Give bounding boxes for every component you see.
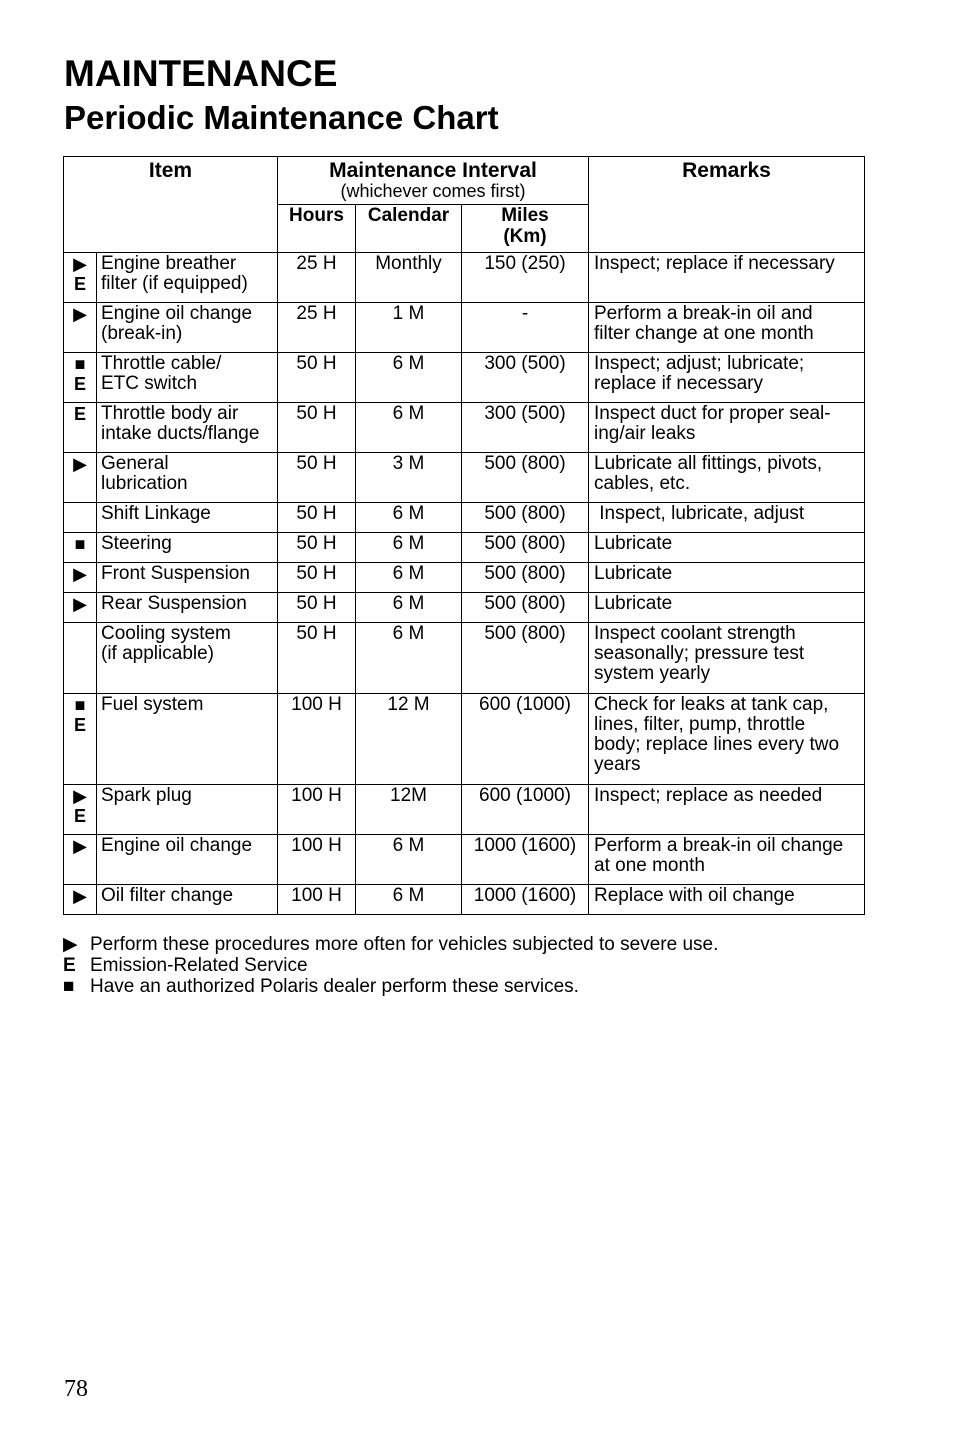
row-hours: 25 H: [278, 303, 356, 353]
row-symbols: ■ E: [64, 353, 97, 403]
row-remarks: Perform a break-in oil change at one month: [589, 835, 865, 885]
table-row: [64, 623, 865, 694]
row-remarks: Inspect; replace as needed: [589, 785, 865, 835]
row-hours: 100 H: [278, 885, 356, 915]
table-row: [64, 694, 865, 785]
legend-text: Perform these procedures more often for vehicles subjected to severe use.: [90, 934, 719, 955]
row-hours: 50 H: [278, 353, 356, 403]
row-hours: 50 H: [278, 533, 356, 563]
row-miles: 500 (800): [462, 623, 589, 694]
row-item: Spark plug: [97, 785, 278, 835]
row-hours: 50 H: [278, 453, 356, 503]
row-item: Shift Linkage: [97, 503, 278, 533]
row-calendar: 6 M: [356, 533, 462, 563]
row-symbols: ▶: [64, 563, 97, 593]
row-symbols: ▶: [64, 593, 97, 623]
row-item: Throttle body air intake ducts/flange: [97, 403, 278, 453]
row-remarks: Check for leaks at tank cap, lines, filter, pump, throttle body; replace lines every two years: [589, 694, 865, 785]
row-item: Engine oil change (break-in): [97, 303, 278, 353]
table-row: [64, 785, 865, 835]
row-hours: 50 H: [278, 623, 356, 694]
row-calendar: 12 M: [356, 694, 462, 785]
legend-item-dealer: [63, 976, 718, 997]
table-row: [64, 885, 865, 915]
row-remarks: Inspect coolant strength seasonally; pressure test system yearly: [589, 623, 865, 694]
row-calendar: 12M: [356, 785, 462, 835]
row-remarks: Lubricate all fittings, pivots, cables, etc.: [589, 453, 865, 503]
row-remarks: Lubricate: [589, 563, 865, 593]
legend-item-emission: [63, 955, 718, 976]
row-symbols: ■ E: [64, 694, 97, 785]
maintenance-table: [63, 156, 865, 915]
row-hours: 100 H: [278, 785, 356, 835]
row-calendar: 6 M: [356, 503, 462, 533]
legend-item-severe-use: [63, 934, 718, 955]
table-row: [64, 563, 865, 593]
legend-text: Have an authorized Polaris dealer perform these services.: [90, 976, 579, 997]
row-hours: 50 H: [278, 563, 356, 593]
row-miles: 500 (800): [462, 563, 589, 593]
row-miles: 500 (800): [462, 503, 589, 533]
row-item: Throttle cable/ ETC switch: [97, 353, 278, 403]
header-calendar: Calendar: [356, 205, 462, 253]
row-hours: 50 H: [278, 503, 356, 533]
square-icon: ■: [63, 976, 75, 997]
row-hours: 25 H: [278, 253, 356, 303]
table-row: [64, 253, 865, 303]
table-row: [64, 453, 865, 503]
row-miles: 150 (250): [462, 253, 589, 303]
emission-e-icon: E: [63, 955, 76, 976]
section-title: MAINTENANCE: [64, 53, 338, 94]
row-item: Rear Suspension: [97, 593, 278, 623]
row-symbols: ■: [64, 533, 97, 563]
row-miles: 500 (800): [462, 533, 589, 563]
header-hours: Hours: [278, 205, 356, 253]
row-remarks: Lubricate: [589, 533, 865, 563]
row-remarks: Inspect; replace if necessary: [589, 253, 865, 303]
table-row: [64, 835, 865, 885]
triangle-icon: ▶: [63, 934, 78, 955]
header-miles: Miles (Km): [462, 205, 589, 253]
header-item: Item: [64, 157, 278, 253]
row-hours: 100 H: [278, 694, 356, 785]
row-item: General lubrication: [97, 453, 278, 503]
row-remarks: Inspect, lubricate, adjust: [589, 503, 865, 533]
row-calendar: 6 M: [356, 623, 462, 694]
row-item: Steering: [97, 533, 278, 563]
table-row: [64, 503, 865, 533]
table-row: [64, 353, 865, 403]
legend-text: Emission-Related Service: [90, 955, 308, 976]
row-calendar: 3 M: [356, 453, 462, 503]
row-remarks: Inspect duct for proper seal- ing/air leaks: [589, 403, 865, 453]
row-remarks: Replace with oil change: [589, 885, 865, 915]
row-item: Engine breather filter (if equipped): [97, 253, 278, 303]
row-miles: -: [462, 303, 589, 353]
row-calendar: 6 M: [356, 835, 462, 885]
row-item: Cooling system (if applicable): [97, 623, 278, 694]
row-item: Oil filter change: [97, 885, 278, 915]
row-symbols: ▶: [64, 885, 97, 915]
row-item: Fuel system: [97, 694, 278, 785]
row-remarks: Lubricate: [589, 593, 865, 623]
row-miles: 500 (800): [462, 593, 589, 623]
row-miles: 1000 (1600): [462, 885, 589, 915]
chart-title: Periodic Maintenance Chart: [64, 99, 499, 136]
row-miles: 300 (500): [462, 353, 589, 403]
row-symbols: E: [64, 403, 97, 453]
row-remarks: Inspect; adjust; lubricate; replace if necessary: [589, 353, 865, 403]
row-remarks: Perform a break-in oil and filter change at one month: [589, 303, 865, 353]
row-symbols: ▶: [64, 835, 97, 885]
row-miles: 300 (500): [462, 403, 589, 453]
row-item: Engine oil change: [97, 835, 278, 885]
row-symbols: ▶ E: [64, 253, 97, 303]
header-interval-note: (whichever comes first): [340, 181, 526, 201]
row-item: Front Suspension: [97, 563, 278, 593]
header-remarks: Remarks: [589, 157, 865, 253]
row-symbols: ▶: [64, 453, 97, 503]
row-calendar: Monthly: [356, 253, 462, 303]
table-row: [64, 403, 865, 453]
row-miles: 600 (1000): [462, 694, 589, 785]
row-hours: 100 H: [278, 835, 356, 885]
page-number: 78: [64, 1376, 88, 1402]
row-calendar: 6 M: [356, 885, 462, 915]
row-miles: 1000 (1600): [462, 835, 589, 885]
table-row: [64, 593, 865, 623]
row-hours: 50 H: [278, 593, 356, 623]
row-symbols: ▶ E: [64, 785, 97, 835]
row-calendar: 6 M: [356, 593, 462, 623]
table-row: [64, 303, 865, 353]
row-calendar: 1 M: [356, 303, 462, 353]
row-symbols: ▶: [64, 303, 97, 353]
row-miles: 600 (1000): [462, 785, 589, 835]
legend: [63, 934, 718, 997]
row-symbols: [64, 623, 97, 694]
row-calendar: 6 M: [356, 353, 462, 403]
row-calendar: 6 M: [356, 403, 462, 453]
row-hours: 50 H: [278, 403, 356, 453]
row-calendar: 6 M: [356, 563, 462, 593]
row-symbols: [64, 503, 97, 533]
header-interval: Maintenance Interval (whichever comes first): [278, 157, 589, 205]
row-miles: 500 (800): [462, 453, 589, 503]
table-row: [64, 533, 865, 563]
